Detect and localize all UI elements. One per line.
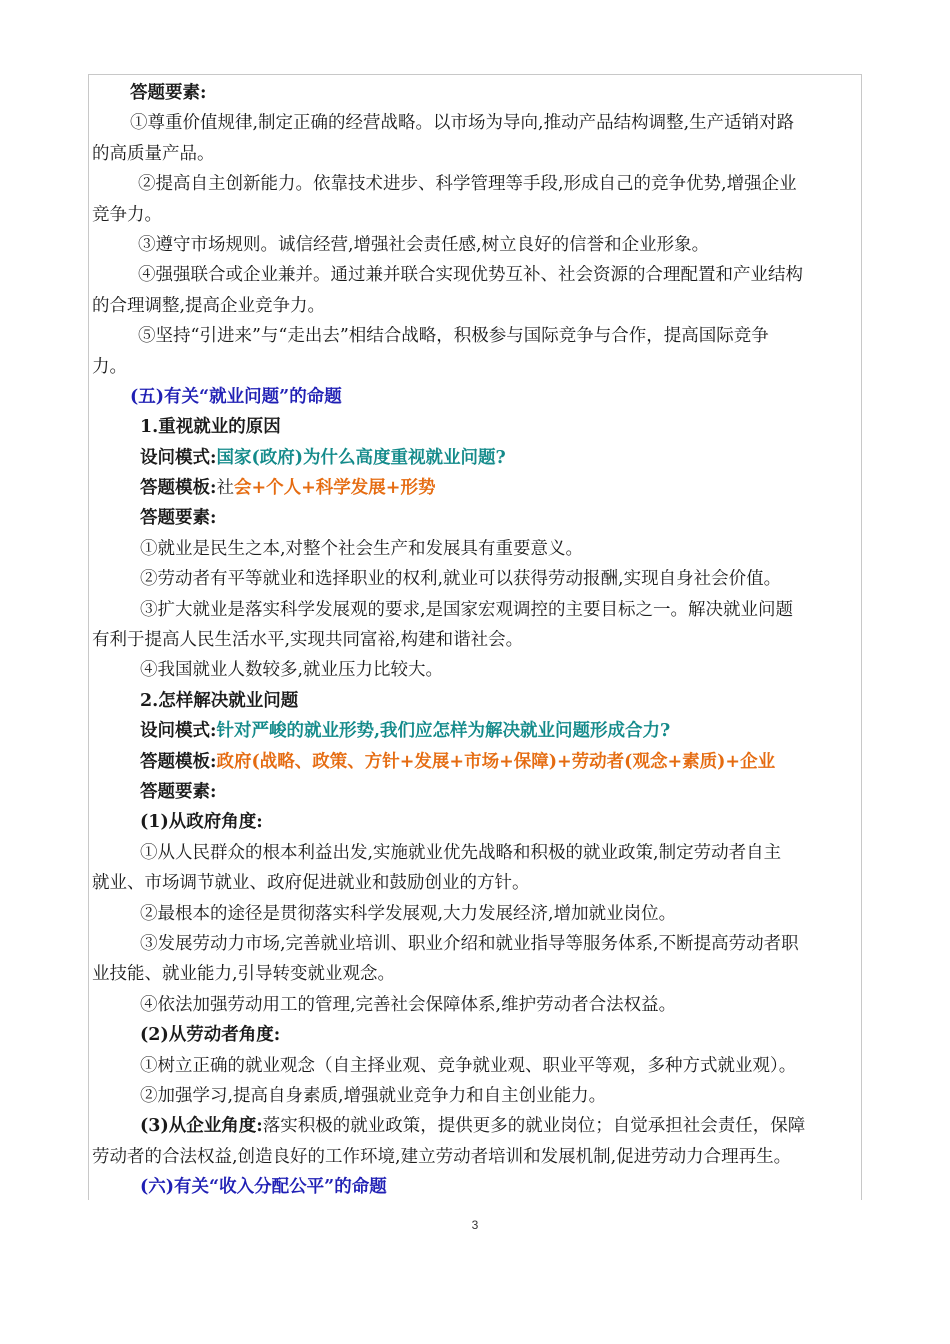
paragraph-line: ①就业是民生之本,对整个社会生产和发展具有重要意义。 [140,538,584,559]
question-pattern-line [92,716,864,746]
label-question-pattern: 设问模式: [140,721,217,742]
paragraph-line: ③遵守市场规则。诚信经营,增强社会责任感,树立良好的信誉和企业形象。 [138,234,710,255]
section-heading-employment: (五)有关“就业问题”的命题 [130,386,342,407]
paragraph-line: ①从人民群众的根本利益出发,实施就业优先战略和积极的就业政策,制定劳动者自主 [140,842,782,863]
heading-answer-elements: 答题要素: [130,83,207,103]
paragraph-line: ②最根本的途径是贯彻落实科学发展观,大力发展经济,增加就业岗位。 [140,903,677,924]
subheading-workers: (2)从劳动者角度: [140,1025,281,1046]
answer-template-char: 社 [216,478,234,499]
section-heading-income: (六)有关“收入分配公平”的命题 [140,1177,387,1198]
label-answer-template: 答题模板: [140,478,217,499]
question-pattern-text: 针对严峻的就业形势,我们应怎样为解决就业问题形成合力? [216,721,671,742]
paragraph-line: ②劳动者有平等就业和选择职业的权利,就业可以获得劳动报酬,实现自身社会价值。 [140,569,782,590]
enterprise-line [92,1111,864,1141]
paragraph-line: 的合理调整,提高企业竞争力。 [92,295,326,316]
subheading-enterprise: (3)从企业角度: [140,1116,263,1137]
subheading-government: (1)从政府角度: [140,812,263,833]
paragraph-line: ①尊重价值规律,制定正确的经营战略。以市场为导向,推动产品结构调整,生产适销对路 [130,113,795,134]
paragraph-line: 竞争力。 [92,204,162,225]
paragraph-line: ④强强联合或企业兼并。通过兼并联合实现优势互补、社会资源的合理配置和产业结构 [138,265,803,286]
paragraph-line: ①树立正确的就业观念（自主择业观、竞争就业观、职业平等观，多种方式就业观）。 [140,1055,797,1076]
paragraph-line: 劳动者的合法权益,创造良好的工作环境,建立劳动者培训和发展机制,促进劳动力合理再生。 [92,1146,792,1167]
enterprise-text: 落实积极的就业政策，提供更多的就业岗位；自觉承担社会责任，保障 [262,1116,806,1137]
label-answer-template: 答题模板: [140,751,217,772]
paragraph-line: ②加强学习,提高自身素质,增强就业竞争力和自主创业能力。 [140,1085,607,1106]
paragraph-line: ④依法加强劳动用工的管理,完善社会保障体系,维护劳动者合法权益。 [140,994,677,1015]
subheading-reasons: 1.重视就业的原因 [140,417,281,438]
answer-template-line [92,747,864,777]
heading-answer-elements: 答题要素: [140,781,217,802]
paragraph-line: ④我国就业人数较多,就业压力比较大。 [140,660,444,681]
paragraph-line: 业技能、就业能力,引导转变就业观念。 [92,964,396,985]
paragraph-line: 力。 [92,356,127,377]
answer-template-line [92,473,864,503]
question-pattern-text: 国家(政府)为什么高度重视就业问题? [216,447,506,468]
heading-answer-elements: 答题要素: [140,508,217,529]
paragraph-line: 有利于提高人民生活水平,实现共同富裕,构建和谐社会。 [92,630,524,651]
page-number: 3 [471,1218,479,1232]
paragraph-line: ③扩大就业是落实科学发展观的要求,是国家宏观调控的主要目标之一。解决就业问题 [140,599,794,620]
answer-template-text: 政府(战略、政策、方针+发展+市场+保障)+劳动者(观念+素质)+企业 [216,751,776,772]
question-pattern-line [92,443,864,473]
paragraph-line: 就业、市场调节就业、政府促进就业和鼓励创业的方针。 [92,873,530,894]
paragraph-line: ③发展劳动力市场,完善就业培训、职业介绍和就业指导等服务体系,不断提高劳动者职 [140,933,799,954]
document-body [92,78,864,1202]
paragraph-line: ⑤坚持“引进来”与“走出去”相结合战略，积极参与国际竞争与合作，提高国际竞争 [138,326,769,347]
paragraph-line: ②提高自主创新能力。依靠技术进步、科学管理等手段,形成自己的竞争优势,增强企业 [138,174,797,195]
paragraph-line: 的高质量产品。 [92,143,215,164]
subheading-solutions: 2.怎样解决就业问题 [140,690,299,711]
answer-template-text: 会+个人+科学发展+形势 [233,478,436,499]
label-question-pattern: 设问模式: [140,447,217,468]
